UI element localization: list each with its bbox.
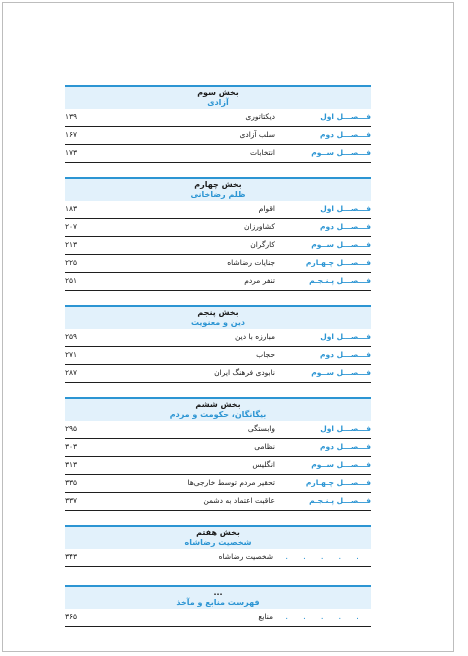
section-subtitle: بیگانگان، حکومت و مردم — [169, 410, 267, 419]
page-number: ۱۸۳ — [65, 204, 78, 213]
page-number: ۳۶۵ — [65, 612, 78, 621]
section-header — [65, 177, 371, 201]
section-subtitle: فهرست منابع و مآخذ — [176, 598, 260, 607]
toc-row[interactable] — [65, 219, 371, 237]
chapter-label: فـــصـــل ســوم — [311, 240, 371, 249]
toc-row[interactable] — [65, 273, 371, 291]
chapter-title: مبارزه با دین — [234, 332, 275, 341]
dot-leader: . . . . . — [285, 612, 365, 622]
page-number: ۱۳۹ — [65, 112, 78, 121]
section-title: بخش ششم — [195, 400, 241, 409]
page-number: ۲۰۷ — [65, 222, 78, 231]
chapter-title: نابودی فرهنگ ایران — [214, 368, 275, 377]
chapter-label: فـــصـــل دوم — [320, 442, 371, 451]
chapter-title: نظامی — [254, 442, 275, 451]
section-header — [65, 525, 371, 549]
section-header — [65, 85, 371, 109]
page-number: ۲۵۹ — [65, 332, 78, 341]
section-title: بخش چهارم — [194, 180, 242, 189]
chapter-label: فـــصـــل ســوم — [311, 148, 371, 157]
section-subtitle: ظلم رضاخانی — [190, 190, 246, 199]
page-number: ۱۷۳ — [65, 148, 78, 157]
toc-row[interactable] — [65, 237, 371, 255]
toc-row[interactable] — [65, 127, 371, 145]
chapter-title: کارگران — [250, 240, 275, 249]
toc-row[interactable] — [65, 201, 371, 219]
chapter-label: فـــصـــل دوم — [320, 130, 371, 139]
chapter-label: فـــصـــل ســوم — [311, 368, 371, 377]
page-number: ۲۸۷ — [65, 368, 78, 377]
chapter-title: انگلیس — [252, 460, 275, 469]
chapter-label: فـــصـــل پـنـجـم — [309, 496, 371, 505]
section-subtitle: دین و معنویت — [190, 318, 246, 327]
chapter-title: سلب آزادی — [239, 130, 275, 139]
chapter-title: دیکتاتوری — [245, 112, 275, 121]
section-title: بخش هفتم — [196, 528, 240, 537]
chapter-title: کشاورزان — [243, 222, 275, 231]
chapter-title: وابستگی — [247, 424, 275, 433]
chapter-label: فـــصـــل ســوم — [311, 460, 371, 469]
chapter-label: فـــصـــل اول — [320, 204, 371, 213]
toc-row[interactable] — [65, 457, 371, 475]
chapter-title: تنفر مردم — [244, 276, 275, 285]
page-number: ۲۱۳ — [65, 240, 78, 249]
chapter-title: جنایات رضاشاه — [227, 258, 275, 267]
chapter-title: تحقیر مردم توسط خارجی‌ها — [187, 478, 275, 487]
page-number: ۳۰۳ — [65, 442, 78, 451]
page-number: ۳۳۵ — [65, 478, 78, 487]
chapter-title: انتخابات — [250, 148, 275, 157]
toc-row[interactable] — [65, 439, 371, 457]
page-number: ۳۴۳ — [65, 552, 78, 561]
chapter-label: فـــصـــل اول — [320, 332, 371, 341]
chapter-label: فـــصـــل دوم — [320, 222, 371, 231]
page-number: ۲۵۱ — [65, 276, 78, 285]
toc-row[interactable] — [65, 347, 371, 365]
page-number: ۲۹۵ — [65, 424, 78, 433]
toc-row[interactable] — [65, 365, 371, 383]
page-number: ۳۱۳ — [65, 460, 78, 469]
chapter-label: فـــصـــل اول — [320, 424, 371, 433]
chapter-title: حجاب — [256, 350, 275, 359]
toc-row[interactable] — [65, 493, 371, 511]
page-number: ۲۷۱ — [65, 350, 78, 359]
toc-row[interactable] — [65, 609, 371, 627]
section-title: ... — [213, 588, 223, 597]
section-header — [65, 397, 371, 421]
dot-leader: . . . . . — [285, 552, 365, 562]
page-number: ۱۶۷ — [65, 130, 78, 139]
table-of-contents — [65, 85, 371, 627]
toc-row[interactable] — [65, 255, 371, 273]
page — [2, 2, 454, 652]
chapter-label: فـــصـــل چـهـارم — [305, 478, 371, 487]
section-title: بخش پنجم — [197, 308, 239, 317]
chapter-title: اقوام — [258, 204, 275, 213]
chapter-label: فـــصـــل دوم — [320, 350, 371, 359]
chapter-title: عاقبت اعتماد به دشمن — [203, 496, 275, 505]
toc-row[interactable] — [65, 329, 371, 347]
section-title: بخش سوم — [197, 88, 239, 97]
page-number: ۲۲۵ — [65, 258, 78, 267]
toc-row[interactable] — [65, 549, 371, 567]
chapter-title: منابع — [258, 612, 273, 621]
section-header — [65, 585, 371, 609]
chapter-title: شخصیت رضاشاه — [218, 552, 273, 561]
section-subtitle: شخصیت رضاشاه — [184, 538, 252, 547]
section-header — [65, 305, 371, 329]
toc-row[interactable] — [65, 109, 371, 127]
section-subtitle: آزادی — [207, 98, 229, 107]
chapter-label: فـــصـــل اول — [320, 112, 371, 121]
chapter-label: فـــصـــل پـنـجـم — [309, 276, 371, 285]
toc-row[interactable] — [65, 475, 371, 493]
toc-row[interactable] — [65, 145, 371, 163]
toc-row[interactable] — [65, 421, 371, 439]
chapter-label: فـــصـــل چـهـارم — [305, 258, 371, 267]
page-number: ۳۳۷ — [65, 496, 78, 505]
